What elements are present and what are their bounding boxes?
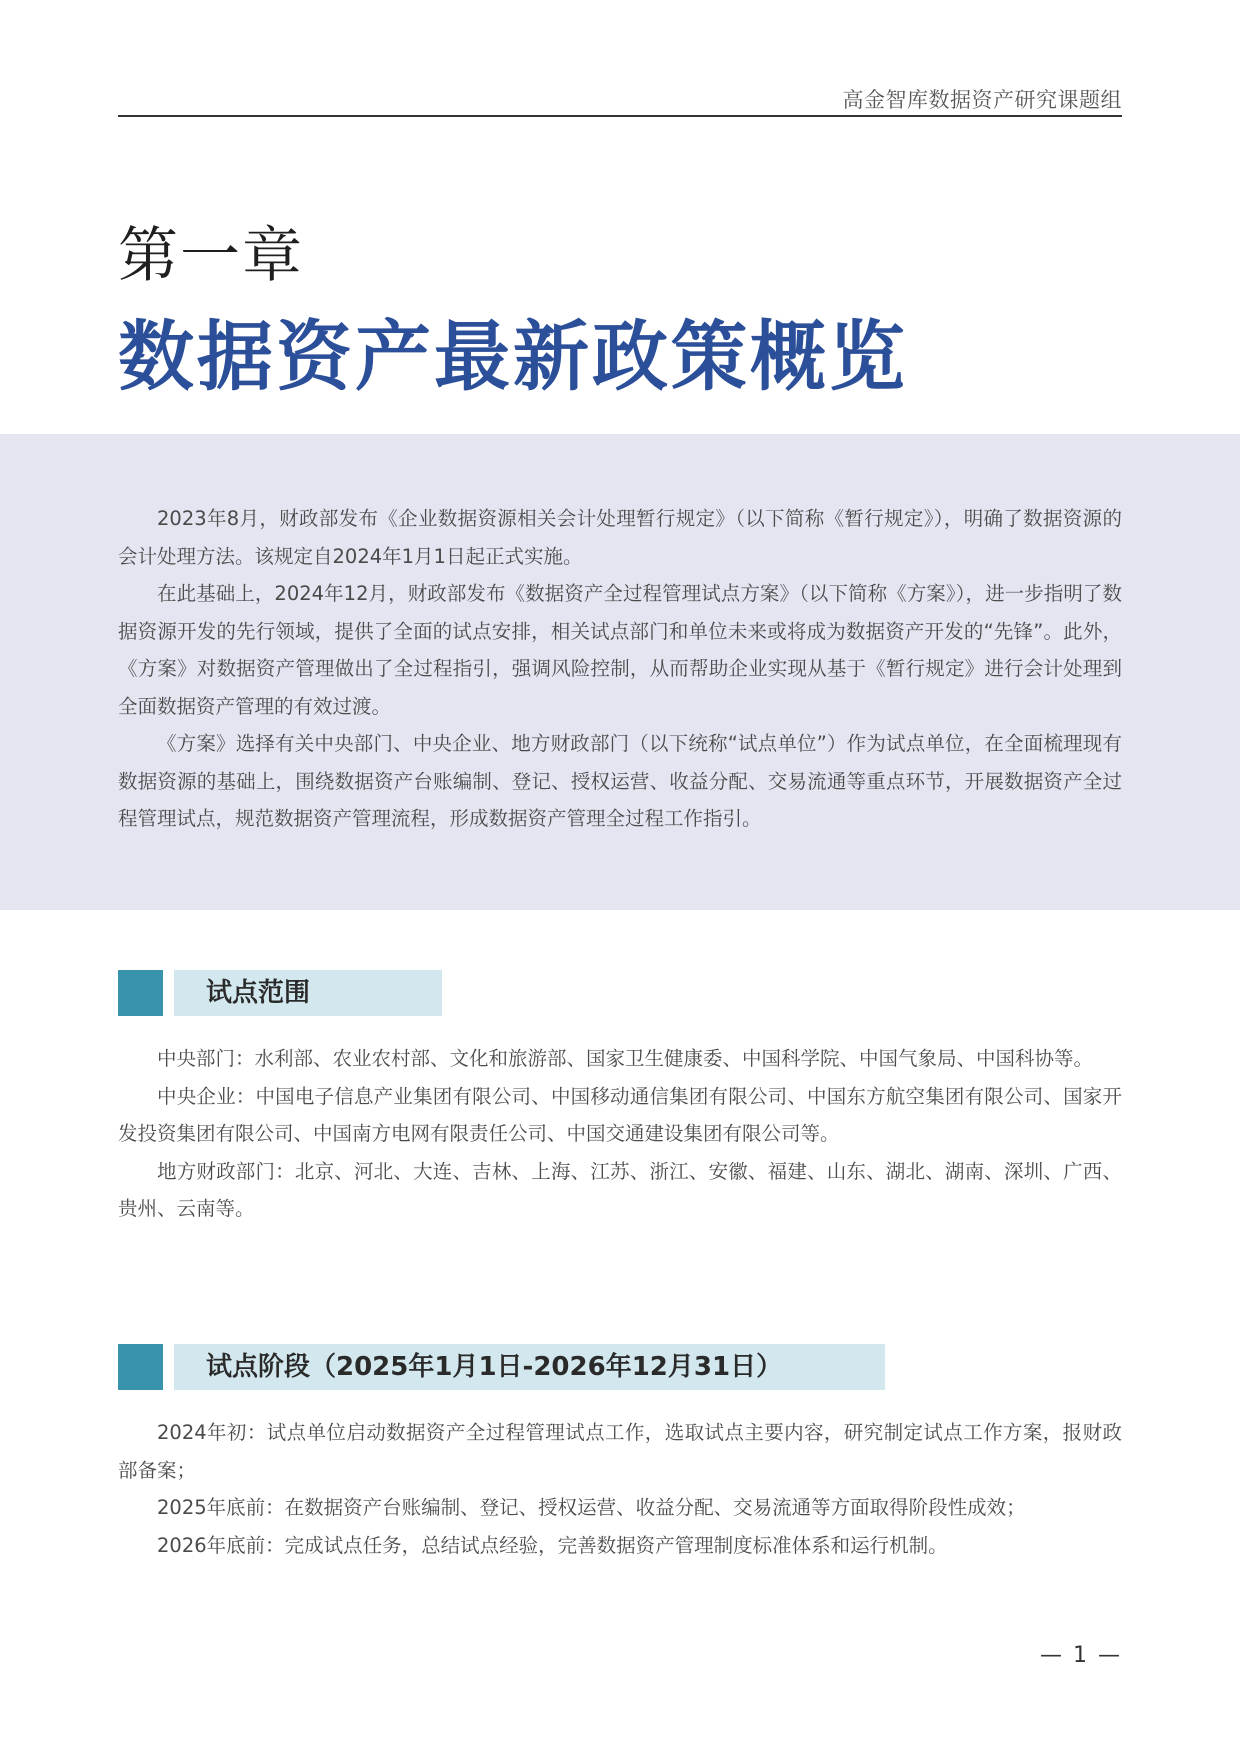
phase-paragraph: 2025年底前：在数据资产台账编制、登记、授权运营、收益分配、交易流通等方面取得阶段性成效；: [157, 1496, 1026, 1519]
chapter-number: 第一章: [118, 221, 304, 291]
chapter-title: 数据资产最新政策概览: [118, 312, 908, 401]
intro-paragraph: 在此基础上，2024年12月，财政部发布《数据资产全过程管理试点方案》（以下简称《方案》），进一步指明了数据资源开发的先行领域，提供了全面的试点安排，相关试点部门和单位未来或将成为数据资产开发的“先锋”。此外，《方案》对数据资产管理做出了全过程指引，强调风险控制，从而帮助企业实现从基于《暂行规定》进行会计处理到全面数据资产管理的有效过渡。: [118, 582, 1122, 718]
page-number: — 1 —: [1040, 1643, 1122, 1668]
intro-paragraph: 《方案》选择有关中央部门、中央企业、地方财政部门（以下统称“试点单位”）作为试点单位，在全面梳理现有数据资源的基础上，围绕数据资产台账编制、登记、授权运营、收益分配、交易流通等重点环节，开展数据资产全过程管理试点，规范数据资产管理流程，形成数据资产管理全过程工作指引。: [118, 732, 1122, 830]
scope-paragraph: 地方财政部门：北京、河北、大连、吉林、上海、江苏、浙江、安徽、福建、山东、湖北、湖南、深圳、广西、贵州、云南等。: [118, 1159, 1122, 1220]
intro-paragraph: 2023年8月，财政部发布《企业数据资源相关会计处理暂行规定》（以下简称《暂行规定》），明确了数据资源的会计处理方法。该规定自2024年1月1日起正式实施。: [118, 507, 1122, 568]
phase-paragraph: 2026年底前：完成试点任务，总结试点经验，完善数据资产管理制度标准体系和运行机制。: [157, 1533, 948, 1557]
phase-paragraph: 2024年初：试点单位启动数据资产全过程管理试点工作，选取试点主要内容，研究制定试点工作方案，报财政部备案；: [118, 1421, 1122, 1482]
section-marker: [118, 1344, 163, 1390]
scope-paragraph: 中央企业：中国电子信息产业集团有限公司、中国移动通信集团有限公司、中国东方航空集团有限公司、国家开发投资集团有限公司、中国南方电网有限责任公司、中国交通建设集团有限公司等。: [118, 1084, 1122, 1145]
pilot-scope-text: [118, 1040, 1122, 1228]
intro-text: [118, 500, 1122, 838]
section-title: 试点阶段（2025年1月1日-2026年12月31日）: [174, 1344, 885, 1390]
section-marker: [118, 970, 163, 1016]
pilot-phase-text: [118, 1414, 1122, 1564]
scope-paragraph: 中央部门：水利部、农业农村部、文化和旅游部、国家卫生健康委、中国科学院、中国气象局、中国科协等。: [157, 1047, 1094, 1070]
header-divider: [118, 115, 1122, 117]
section-title: 试点范围: [174, 970, 442, 1016]
header-organization: 高金智库数据资产研究课题组: [842, 88, 1122, 112]
